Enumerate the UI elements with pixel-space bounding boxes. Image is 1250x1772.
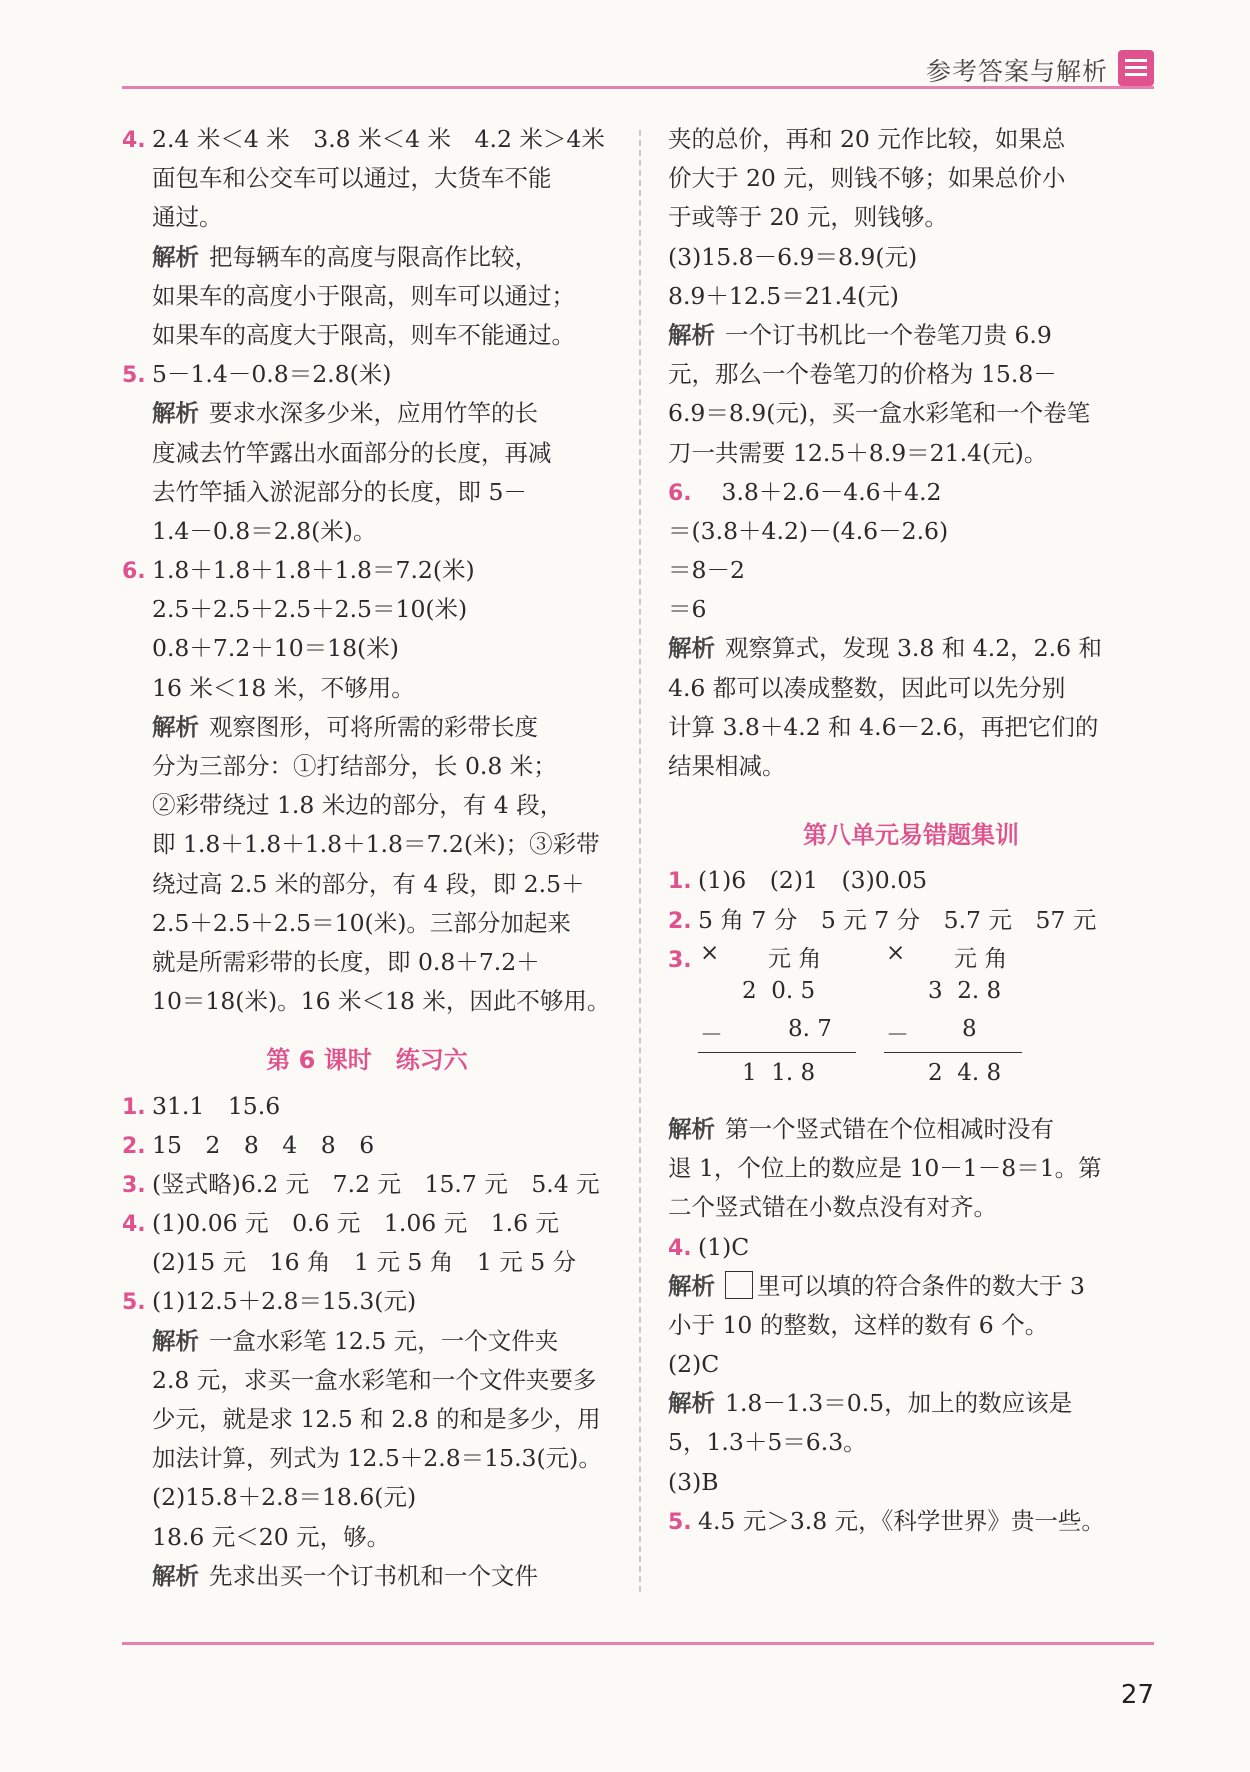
explanation-label: 解析	[668, 320, 715, 349]
explanation-line: 第一个竖式错在个位相减时没有	[725, 1114, 1054, 1143]
footer-rule	[122, 1642, 1154, 1645]
answer-line: 2.5＋2.5＋2.5＋2.5＝10(米)	[152, 595, 468, 624]
explanation-label: 解析	[152, 1326, 199, 1355]
page-number: 27	[1120, 1680, 1154, 1710]
explanation-line: 10＝18(米)。16 米＜18 米，因此不够用。	[152, 987, 611, 1016]
answer-4	[122, 120, 612, 355]
explanation-line: 去竹竿插入淤泥部分的长度，即 5－	[152, 477, 527, 506]
question-number: 4.	[668, 1235, 692, 1261]
explanation-line: 退 1，个位上的数应是 10－1－8＝1。第	[668, 1154, 1102, 1183]
explanation-label: 解析	[152, 1561, 199, 1590]
calc-row: 8. 7	[788, 1015, 832, 1042]
explanation-line: 要求水深多少米，应用竹竿的长	[209, 399, 538, 428]
answer-line: 18.6 元＜20 元，够。	[152, 1522, 391, 1551]
wrong-mark: ×	[700, 939, 720, 966]
unit-header: 元 角	[954, 945, 1008, 972]
answer-5	[122, 355, 612, 551]
answer-line: 于或等于 20 元，则钱够。	[668, 203, 948, 232]
explanation-line: 里可以填的符合条件的数大于 3	[757, 1271, 1085, 1300]
answer-line: 5 角 7 分 5 元 7 分 5.7 元 57 元	[698, 905, 1097, 934]
question-number: 2.	[122, 1133, 146, 1159]
question-number: 5.	[122, 363, 146, 389]
column-divider	[639, 130, 641, 1592]
answer-line: 3.8＋2.6－4.6＋4.2	[698, 477, 942, 506]
answer-line: ＝8－2	[668, 556, 745, 585]
explanation-label: 解析	[668, 1389, 715, 1418]
explanation-label: 解析	[152, 242, 199, 271]
answer-line: 31.1 15.6	[152, 1091, 281, 1120]
answer-line: (3)B	[668, 1467, 719, 1496]
question-number: 4.	[122, 128, 146, 153]
header-title: 参考答案与解析	[925, 57, 1108, 86]
header-rule	[122, 86, 1154, 89]
explanation-line: 5，1.3＋5＝6.3。	[668, 1428, 867, 1457]
left-column	[122, 120, 612, 1596]
answer-line: (2)15.8＋2.8＝18.6(元)	[152, 1483, 417, 1512]
answer-line: 夹的总价，再和 20 元作比较，如果总	[668, 125, 1066, 153]
explanation-line: 2.5＋2.5＋2.5＝10(米)。三部分加起来	[152, 908, 571, 937]
question-number: 3.	[122, 1172, 146, 1198]
calc-rule	[698, 1052, 856, 1054]
explanation-line: 刀一共需要 12.5＋8.9＝21.4(元)。	[668, 438, 1048, 467]
right-column	[668, 120, 1154, 1541]
calc-operator: －	[700, 1021, 723, 1048]
unit-title: 第八单元易错题集训	[803, 821, 1019, 850]
answer-line: (1)6 (2)1 (3)0.05	[698, 866, 928, 895]
explanation-line: 1.4－0.8＝2.8(米)。	[152, 516, 377, 545]
question-number: 6.	[668, 480, 692, 506]
explanation-line: 绕过高 2.5 米的部分，有 4 段，即 2.5＋	[152, 869, 585, 898]
answer-line: (3)15.8－6.9＝8.9(元)	[668, 242, 918, 271]
question-number: 5.	[668, 1509, 692, 1535]
explanation-label: 解析	[668, 634, 715, 663]
explanation-line: 结果相减。	[668, 752, 786, 780]
calc-row: 8	[962, 1015, 977, 1042]
explanation-line: 如果车的高度大于限高，则车不能通过。	[152, 320, 575, 349]
answer-line: (竖式略)6.2 元 7.2 元 15.7 元 5.4 元	[152, 1169, 600, 1198]
explanation-line: 观察图形，可将所需的彩带长度	[209, 712, 538, 741]
explanation-label: 解析	[668, 1114, 715, 1143]
calc-rule	[884, 1052, 1022, 1054]
question-number: 3.	[668, 947, 692, 973]
explanation-line: 即 1.8＋1.8＋1.8＋1.8＝7.2(米)；③彩带	[152, 830, 600, 859]
explanation-line: 先求出买一个订书机和一个文件	[209, 1561, 538, 1590]
blank-box-icon	[725, 1271, 753, 1299]
answer-line: (1)C	[698, 1232, 750, 1261]
answer-line: (2)15 元 16 角 1 元 5 角 1 元 5 分	[152, 1248, 577, 1277]
answer-line: (2)C	[668, 1350, 720, 1379]
explanation-line: 一个订书机比一个卷笔刀贵 6.9	[725, 320, 1052, 349]
question-number: 1.	[668, 869, 692, 895]
calc-result: 2 4. 8	[928, 1059, 1002, 1086]
explanation-label: 解析	[152, 399, 199, 428]
explanation-line: 一盒水彩笔 12.5 元，一个文件夹	[209, 1326, 559, 1355]
explanation-line: 如果车的高度小于限高，则车可以通过；	[152, 281, 575, 310]
calc-row: 2 0. 5	[742, 977, 816, 1004]
explanation-line: 就是所需彩带的长度，即 0.8＋7.2＋	[152, 947, 540, 976]
answer-6	[122, 551, 612, 1021]
wrong-mark: ×	[886, 939, 906, 966]
answer-line: 1.8＋1.8＋1.8＋1.8＝7.2(米)	[152, 556, 475, 585]
explanation-line: 计算 3.8＋4.2 和 4.6－2.6，再把它们的	[668, 712, 1099, 741]
answer-line: 面包车和公交车可以通过，大货车不能	[152, 164, 552, 193]
explanation-label: 解析	[152, 712, 199, 741]
explanation-line: 6.9＝8.9(元)，买一盒水彩笔和一个卷笔	[668, 399, 1091, 428]
explanation-line: 4.6 都可以凑成整数，因此可以先分别	[668, 673, 1066, 702]
explanation-line: 少元，就是求 12.5 和 2.8 的和是多少，用	[152, 1405, 601, 1433]
answer-line: 15 2 8 4 8 6	[152, 1130, 375, 1159]
explanation-line: 元，那么一个卷笔刀的价格为 15.8－	[668, 360, 1057, 389]
lesson-title: 第 6 课时 练习六	[266, 1046, 468, 1075]
answer-line: 价大于 20 元，则钱不够；如果总价小	[668, 164, 1066, 193]
question-number: 1.	[122, 1094, 146, 1120]
question-number: 6.	[122, 559, 146, 585]
answer-line: 通过。	[152, 203, 223, 232]
book-icon	[1118, 50, 1154, 86]
answer-line: 0.8＋7.2＋10＝18(米)	[152, 634, 399, 663]
vertical-calculations	[698, 940, 1154, 1110]
question-number: 5.	[122, 1290, 146, 1316]
answer-line: ＝(3.8＋4.2)－(4.6－2.6)	[668, 516, 949, 545]
calc-result: 1 1. 8	[742, 1059, 816, 1086]
question-number: 4.	[122, 1212, 146, 1238]
calc-operator: －	[886, 1021, 909, 1048]
explanation-line: 1.8－1.3＝0.5，加上的数应该是	[725, 1389, 1073, 1418]
answer-line: 4.5 元＞3.8 元，《科学世界》贵一些。	[698, 1506, 1105, 1535]
answer-line: 8.9＋12.5＝21.4(元)	[668, 281, 899, 310]
answer-line: (1)12.5＋2.8＝15.3(元)	[152, 1287, 417, 1316]
explanation-line: 把每辆车的高度与限高作比较，	[209, 242, 538, 271]
explanation-line: 加法计算，列式为 12.5＋2.8＝15.3(元)。	[152, 1444, 602, 1473]
explanation-line: 观察算式，发现 3.8 和 4.2，2.6 和	[725, 634, 1102, 663]
explanation-line: 小于 10 的整数，这样的数有 6 个。	[668, 1310, 1049, 1339]
answer-line: 2.4 米＜4 米 3.8 米＜4 米 4.2 米＞4米	[152, 125, 605, 153]
question-number: 2.	[668, 908, 692, 934]
answer-line: (1)0.06 元 0.6 元 1.06 元 1.6 元	[152, 1209, 560, 1238]
answer-line: 5－1.4－0.8＝2.8(米)	[152, 360, 392, 389]
unit-header: 元 角	[768, 945, 822, 972]
answer-line: 16 米＜18 米，不够用。	[152, 673, 415, 702]
calc-row: 3 2. 8	[928, 977, 1002, 1004]
explanation-label: 解析	[668, 1271, 715, 1300]
answer-line: ＝6	[668, 595, 707, 624]
explanation-line: 分为三部分：①打结部分，长 0.8 米；	[152, 752, 557, 780]
explanation-line: 二个竖式错在小数点没有对齐。	[668, 1193, 997, 1222]
explanation-line: 度减去竹竿露出水面部分的长度，再减	[152, 438, 552, 467]
explanation-line: ②彩带绕过 1.8 米边的部分，有 4 段，	[152, 791, 564, 820]
explanation-line: 2.8 元，求买一盒水彩笔和一个文件夹要多	[152, 1365, 597, 1394]
